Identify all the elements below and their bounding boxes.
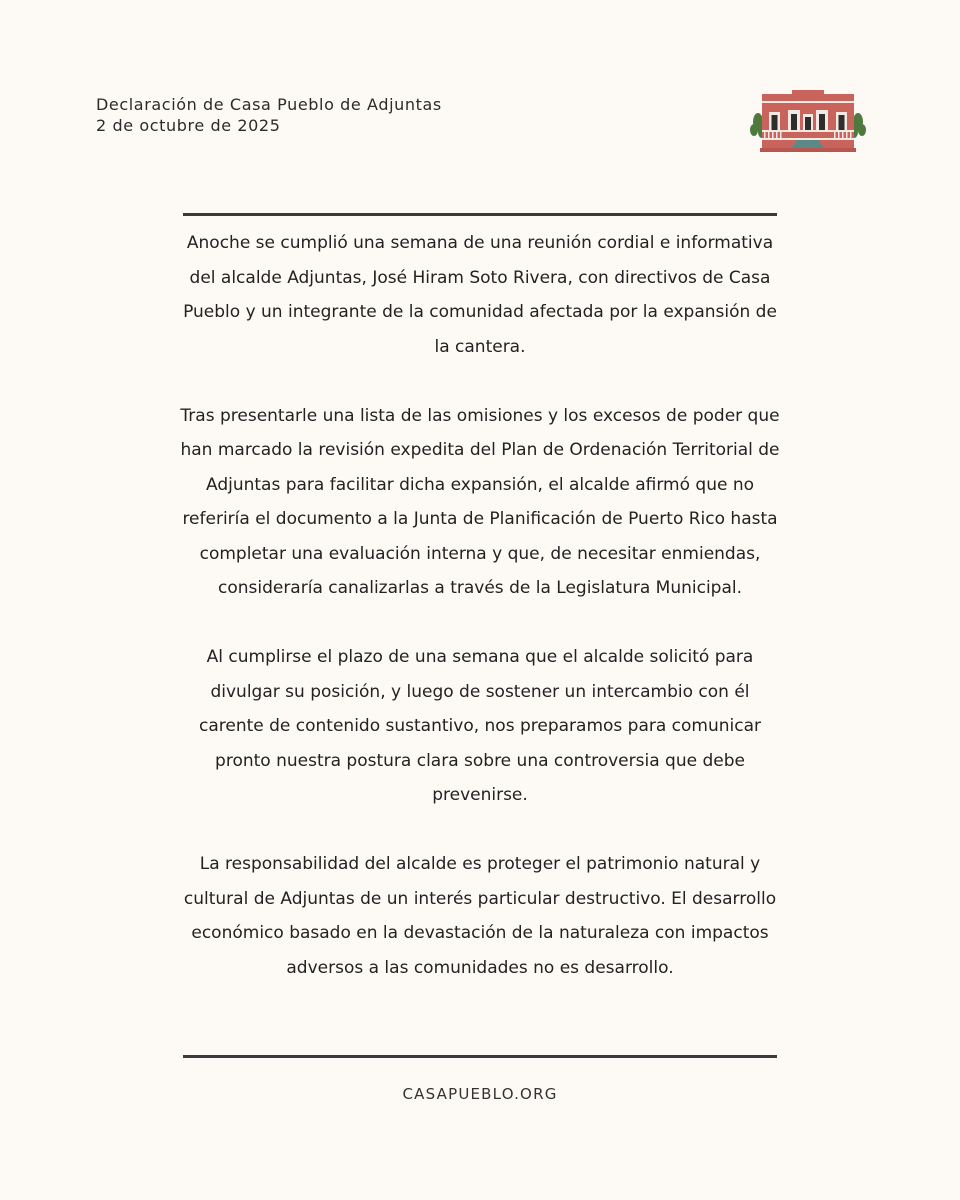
statement-title: Declaración de Casa Pueblo de Adjuntas [96, 95, 442, 114]
statement-paragraph: Al cumplirse el plazo de una semana que el alcalde solicitó para divulgar su posición, y luego de sostener un intercambio con él carente de contenido sustantivo, nos preparamos para comunicar pronto nuestra postura clara sobre una controversia que debe prevenirse. [198, 647, 762, 805]
casa-pueblo-house-icon [748, 88, 868, 156]
statement-header [96, 94, 442, 136]
top-divider [183, 213, 777, 216]
statement-paragraph: La responsabilidad del alcalde es proteger el patrimonio natural y cultural de Adjuntas de un interés particular destructivo. El desarrollo económico basado en la devastación de la naturaleza con impactos adversos a las comunidades no es desarrollo. [183, 854, 777, 978]
statement-paragraph: Tras presentarle una lista de las omisiones y los excesos de poder que han marcado la revisión expedita del Plan de Ordenación Territorial de Adjuntas para facilitar dicha expansión, el alcalde afirmó que no referiría el documento a la Junta de Planificación de Puerto Rico hasta completar una evaluación interna y que, de necesitar enmiendas, consideraría canalizarlas a través de la Legislatura Municipal. [180, 405, 780, 598]
website-url: CASAPUEBLO.ORG [402, 1085, 558, 1103]
statement-date: 2 de octubre de 2025 [96, 116, 281, 135]
bottom-divider [183, 1055, 777, 1058]
statement-body [176, 226, 784, 985]
statement-paragraph: Anoche se cumplió una semana de una reunión cordial e informativa del alcalde Adjuntas, José Hiram Soto Rivera, con directivos de Casa Pueblo y un integrante de la comunidad afectada por la expansión de la cantera. [183, 233, 777, 357]
